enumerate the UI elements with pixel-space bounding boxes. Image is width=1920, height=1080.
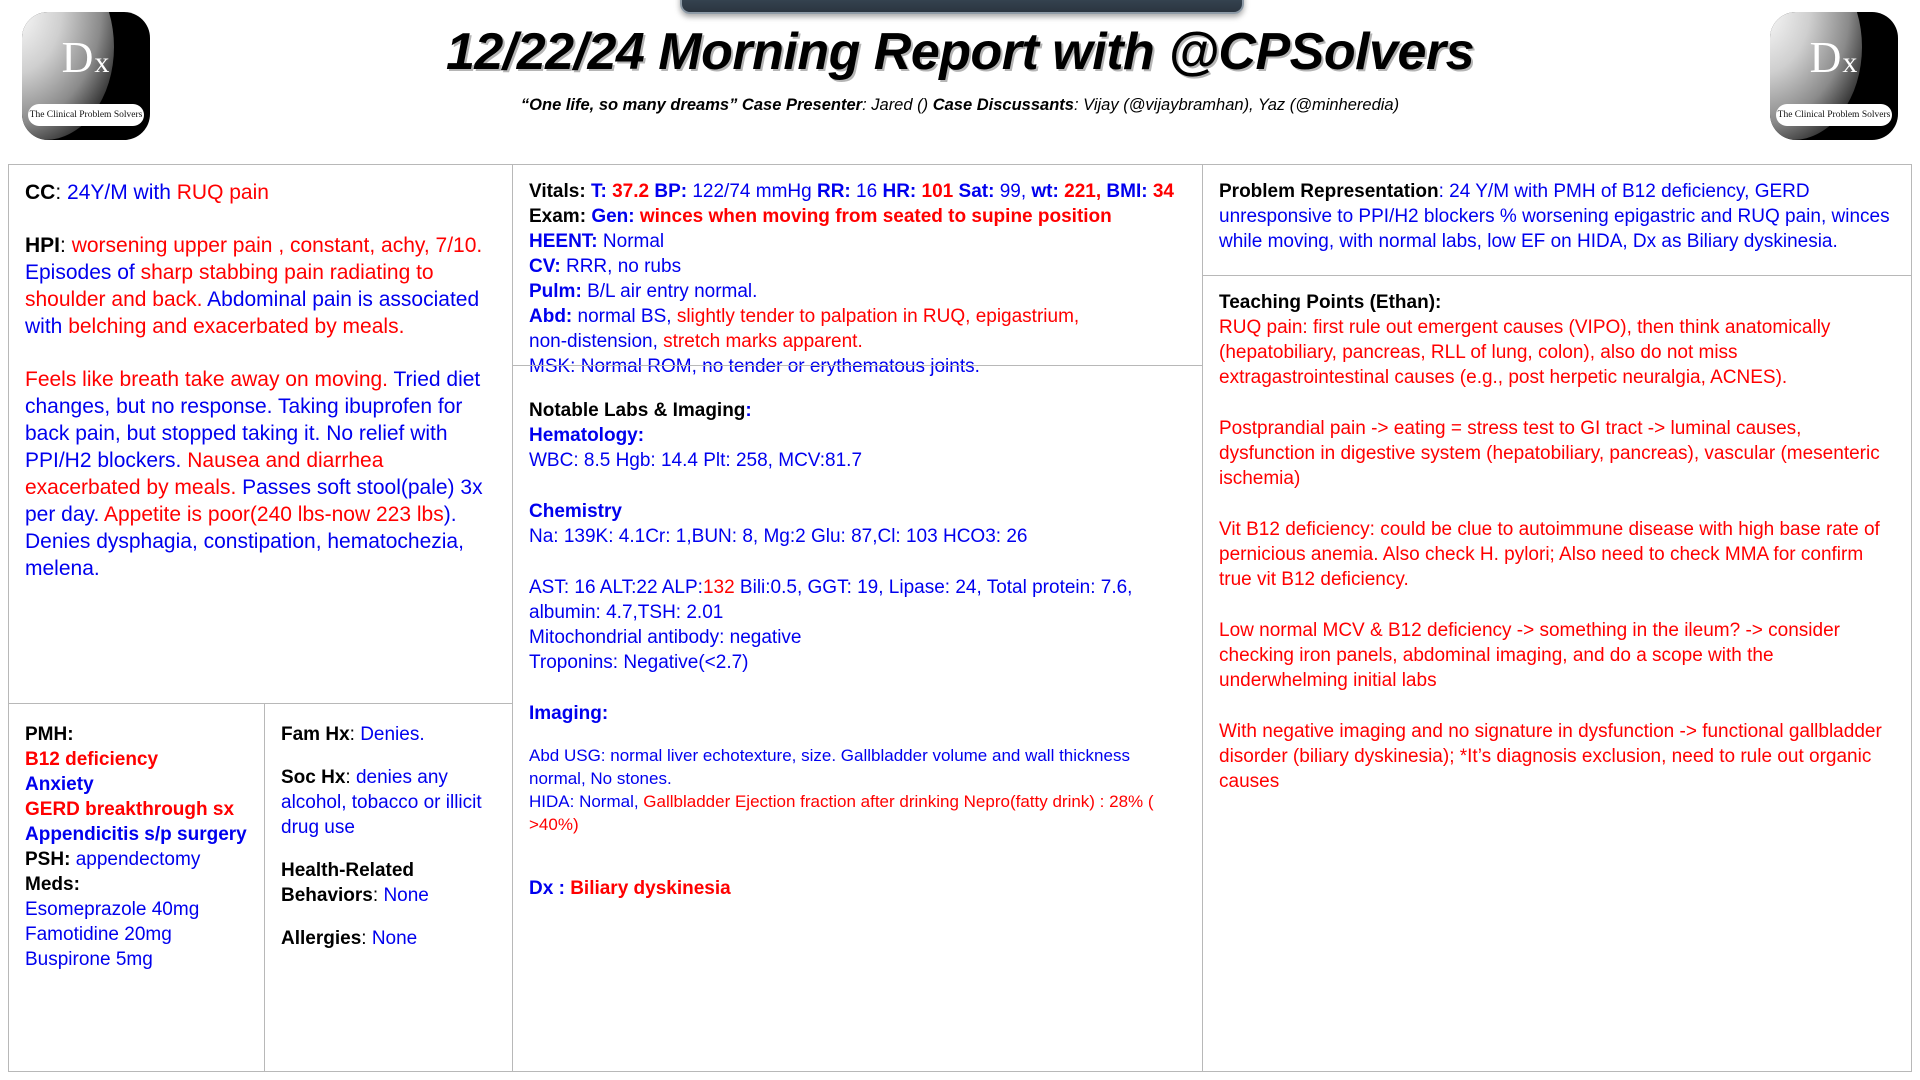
labs-imaging-cell <box>513 365 1202 1071</box>
exam-msk-label: MSK: <box>529 356 576 377</box>
hida-blue: Normal, <box>574 792 639 811</box>
hpi-p1-run-4: Abdominal pain is associated with <box>25 288 480 338</box>
hematology-title-line: Hematology: <box>529 425 645 446</box>
hpi-p2-run-2: Nausea and diarrhea exacerbated by meals. <box>25 449 384 499</box>
hpi-paragraph-2-runs <box>25 368 483 580</box>
imaging-hida <box>529 790 1188 836</box>
exam-abd-line-2 <box>529 329 1188 354</box>
spacer <box>529 836 1188 876</box>
exam-abd-line <box>529 304 1188 329</box>
chemistry-line-2 <box>529 575 1188 625</box>
vitals-values <box>586 181 1174 202</box>
problem-representation-label: Problem Representation <box>1219 181 1439 202</box>
spacer <box>1219 693 1897 719</box>
problem-representation-cell <box>1203 165 1911 275</box>
vital-value-6: 34 <box>1152 181 1174 202</box>
vital-label-0: T: <box>590 181 607 202</box>
hpi-label: HPI <box>25 234 61 257</box>
vitals-line <box>529 179 1188 204</box>
hpi-p2-run-6: ). Denies dysphagia, constipation, hematochezia, melena. <box>25 503 464 580</box>
cc-value-red: RUQ pain <box>176 181 269 204</box>
column-assessment <box>1203 165 1911 1071</box>
logo-left <box>22 12 150 140</box>
hpi-p1-run-3: sharp stabbing pain radiating to shoulder and back. <box>25 261 434 311</box>
hpi-p2-run-5: 223 lbs <box>376 503 444 526</box>
teaching-points-label: Teaching Points (Ethan): <box>1219 292 1442 313</box>
exam-msk-value: Normal ROM, no tender or erythematous joints. <box>580 356 980 377</box>
allergies-label: Allergies <box>281 928 362 949</box>
exam-cv-label: CV: <box>529 256 561 277</box>
exam-cv-value: RRR, no rubs <box>565 256 682 277</box>
spacer <box>529 675 1188 701</box>
slide-header <box>0 0 1920 160</box>
spacer <box>281 747 502 765</box>
dx-line <box>529 876 1188 901</box>
chemistry-line-3: Mitochondrial antibody: negative <box>529 627 802 648</box>
logo-wordmark <box>22 33 150 82</box>
exam-gen-value: winces when moving from seated to supine position <box>639 206 1112 227</box>
imaging-usg: Abd USG: normal liver echotexture, size. Gallbladder volume and wall thickness normal, No stones. <box>529 746 1130 788</box>
logo-wordmark <box>1770 33 1898 82</box>
hpi-p1-run-5: belching and exacerbated by meals. <box>68 315 405 338</box>
discussants-names: Vijay (@vijaybramhan), Yaz (@minheredia) <box>1083 96 1400 114</box>
vital-value-2: 16 <box>856 181 878 202</box>
quote-text: “One life, so many dreams” <box>520 96 738 114</box>
hrb-value: None <box>383 885 429 906</box>
subtitle <box>170 96 1750 115</box>
teaching-point-2: Vit B12 deficiency: could be clue to autoimmune disease with high base rate of pernicious anemia. Also check H. pylori; Also need to check MMA for confirm true vit B12 deficiency. <box>1219 519 1880 590</box>
dx-label: Dx : <box>529 878 565 899</box>
vital-value-5: 221, <box>1064 181 1102 202</box>
imaging-title: Imaging <box>529 703 602 724</box>
vital-label-3: HR: <box>882 181 917 202</box>
psh-label: PSH: <box>25 849 71 870</box>
hpi-p2-run-0: Feels like breath take away on moving. <box>25 368 394 391</box>
logo-mark-d: D <box>1809 33 1843 82</box>
vital-value-1: 122/74 mmHg <box>692 181 812 202</box>
exam-gen-label: Gen: <box>591 206 635 227</box>
exam-pulm-label: Pulm: <box>529 281 582 302</box>
spacer <box>281 908 502 926</box>
logo-mark-x: x <box>94 46 111 79</box>
discussants-label: Case Discussants <box>932 96 1074 114</box>
exam-heent-value: Normal <box>602 231 665 252</box>
allergies-line: Allergies: None <box>281 928 418 949</box>
social-family-cell <box>265 704 512 1071</box>
chem-line2-b: Bili:0.5, GGT: 19, Lipase: 24, Total protein: 7.6, albumin: 4.7,TSH: 2.01 <box>529 577 1133 623</box>
dx-value: Biliary dyskinesia <box>570 878 731 899</box>
psh-value: appendectomy <box>75 849 201 870</box>
exam-abd-value: normal BS, <box>577 306 677 327</box>
chem-alp-value: 132 <box>702 577 735 598</box>
chem-line2-a: AST: 16 ALT:22 ALP: <box>529 577 703 598</box>
exam-pulm-value: B/L air entry normal. <box>587 281 758 302</box>
teaching-point-3: Low normal MCV & B12 deficiency -> something in the ileum? -> consider checking iron panels, abdominal imaging, and do a scope with the underwhelming initial labs <box>1219 620 1840 691</box>
med-item-0: Esomeprazole 40mg <box>25 899 200 920</box>
hpi-p1-run-2: Episodes of <box>25 261 141 284</box>
exam-abd-value2: non-distension, <box>529 331 664 352</box>
vital-value-4: 99, <box>999 181 1027 202</box>
med-item-1: Famotidine 20mg <box>25 924 172 945</box>
presenter-label: Case Presenter <box>741 96 863 114</box>
vital-value-3: 101 <box>921 181 954 202</box>
cc-hpi-cell <box>9 165 512 703</box>
exam-pulm-line <box>529 279 1188 304</box>
spacer <box>529 726 1188 744</box>
pmh-cell <box>9 704 265 1071</box>
vitals-exam-cell <box>513 165 1202 377</box>
exam-abd-value2-red: stretch marks apparent. <box>663 331 863 352</box>
vitals-label: Vitals: <box>529 181 586 202</box>
spacer <box>529 380 1188 398</box>
exam-gen-line <box>529 204 1188 229</box>
labs-title: Notable Labs & Imaging <box>529 400 746 421</box>
vital-label-2: RR: <box>816 181 851 202</box>
spacer <box>529 549 1188 575</box>
hpi-paragraph-1 <box>25 232 498 340</box>
meds-items <box>25 897 254 972</box>
cc-value: 24Y/M with <box>67 181 177 204</box>
chemistry-line-4: Troponins: Negative(<2.7) <box>529 652 749 673</box>
exam-abd-label: Abd: <box>529 306 573 327</box>
psh-line <box>25 847 254 872</box>
teaching-point-4: With negative imaging and no signature in dysfunction -> functional gallbladder disorder (biliary dyskinesia); *It’s diagnosis exclusion, need to rule out organic causes <box>1219 721 1882 792</box>
labs-title-line: Notable Labs & Imaging: <box>529 400 752 421</box>
hpi-p1-run-1: worsening upper pain , constant, achy, 7/10. <box>71 234 483 257</box>
hpi-paragraph-2 <box>25 366 498 582</box>
teaching-point-1: Postprandial pain -> eating = stress test to GI tract -> luminal causes, dysfunction in digestive system (hepatobiliary, pancreas), vascular (mesenteric ischemia) <box>1219 418 1880 489</box>
discussants-colon: : <box>1073 96 1084 114</box>
pmh-item-0: B12 deficiency <box>25 749 159 770</box>
famhx-label: Fam Hx <box>281 724 350 745</box>
exam-abd-value-red: slightly tender to palpation in RUQ, epigastrium, <box>676 306 1080 327</box>
vital-label-1: BP: <box>654 181 688 202</box>
hpi-paragraph-1-runs <box>25 234 482 338</box>
spacer <box>25 206 498 232</box>
presenter-colon: : <box>862 96 872 114</box>
cc-line: CC: 24Y/M with RUQ pain <box>25 181 269 204</box>
hrb-line: Health-Related Behaviors: None <box>281 860 429 906</box>
teaching-points-cell <box>1203 275 1911 1071</box>
pmh-item-3: Appendicitis s/p surgery <box>25 824 247 845</box>
teaching-point-0: RUQ pain: first rule out emergent causes (VIPO), then think anatomically (hepatobiliary, pancreas, RLL of lung, colon), also do not miss extragastrointestinal causes (e.g., post herpetic neuralgia, ACNES). <box>1219 317 1831 388</box>
sochx-line: Soc Hx: denies any alcohol, tobacco or illicit drug use <box>281 767 482 838</box>
hida-label: HIDA: <box>529 792 575 811</box>
teaching-points-list <box>1219 315 1897 794</box>
hrb-label: Health-Related Behaviors <box>281 860 415 906</box>
exam-label: Exam: <box>529 206 587 227</box>
logo-caption: The Clinical Problem Solvers <box>1776 104 1892 126</box>
cc-label: CC <box>25 181 56 204</box>
imaging-title-line: Imaging: <box>529 703 609 724</box>
history-row <box>9 703 512 1071</box>
spacer <box>1219 592 1897 618</box>
hida-red: Gallbladder Ejection fraction after drinking Nepro(fatty drink) : 28% ( >40%) <box>529 792 1154 834</box>
spacer <box>281 840 502 858</box>
pmh-item-2: GERD breakthrough sx <box>25 799 235 820</box>
pmh-item-1: Anxiety <box>25 774 94 795</box>
problem-representation-line <box>1219 179 1897 254</box>
hpi-p2-run-3: Passes soft stool(pale) 3x per day. <box>25 476 483 526</box>
logo-caption: The Clinical Problem Solvers <box>28 104 144 126</box>
vital-label-6: BMI: <box>1106 181 1148 202</box>
chemistry-line-1: Na: 139K: 4.1Cr: 1,BUN: 8, Mg:2 Glu: 87,Cl: 103 HCO3: 26 <box>529 526 1028 547</box>
column-objective <box>513 165 1203 1071</box>
pmh-label: PMH: <box>25 724 74 745</box>
spacer <box>529 473 1188 499</box>
med-item-2: Buspirone 5mg <box>25 949 153 970</box>
sochx-value: denies any alcohol, tobacco or illicit drug use <box>281 767 482 838</box>
allergies-value: None <box>371 928 418 949</box>
presenter-name: Jared () <box>871 96 929 114</box>
exam-heent-line <box>529 229 1188 254</box>
pmh-items <box>25 747 254 847</box>
exam-heent-label: HEENT: <box>529 231 598 252</box>
spacer <box>1219 491 1897 517</box>
hpi-p2-run-4: Appetite is poor(240 lbs-now <box>104 503 376 526</box>
logo-right <box>1770 12 1898 140</box>
sochx-label: Soc Hx <box>281 767 346 788</box>
page-title: 12/22/24 Morning Report with @CPSolvers <box>445 23 1475 81</box>
vital-label-4: Sat: <box>958 181 995 202</box>
famhx-value: Denies. <box>360 724 425 745</box>
spacer <box>1219 390 1897 416</box>
hematology-title: Hematology <box>529 425 638 446</box>
hpi-p2-run-1: Tried diet changes, but no response. Taking ibuprofen for back pain, but stopped taking it. No relief with PPI/H2 blockers. <box>25 368 481 472</box>
vital-label-5: wt: <box>1031 181 1059 202</box>
hpi-p1-run-0: : <box>60 234 72 257</box>
column-history <box>9 165 513 1071</box>
chemistry-title: Chemistry <box>529 501 622 522</box>
logo-mark-d: D <box>61 33 95 82</box>
content-grid <box>8 164 1912 1072</box>
problem-representation-value: : 24 Y/M with PMH of B12 deficiency, GERD unresponsive to PPI/H2 blockers % worsening epigastric and RUQ pain, winces while moving, with normal labs, low EF on HIDA, Dx as Biliary dyskinesia. <box>1219 181 1890 252</box>
vital-value-0: 37.2 <box>612 181 650 202</box>
spacer <box>25 340 498 366</box>
famhx-line: Fam Hx: Denies. <box>281 724 425 745</box>
logo-mark-x: x <box>1842 46 1859 79</box>
meds-label: Meds: <box>25 874 80 895</box>
hematology-values: WBC: 8.5 Hgb: 14.4 Plt: 258, MCV:81.7 <box>529 450 863 471</box>
exam-cv-line <box>529 254 1188 279</box>
